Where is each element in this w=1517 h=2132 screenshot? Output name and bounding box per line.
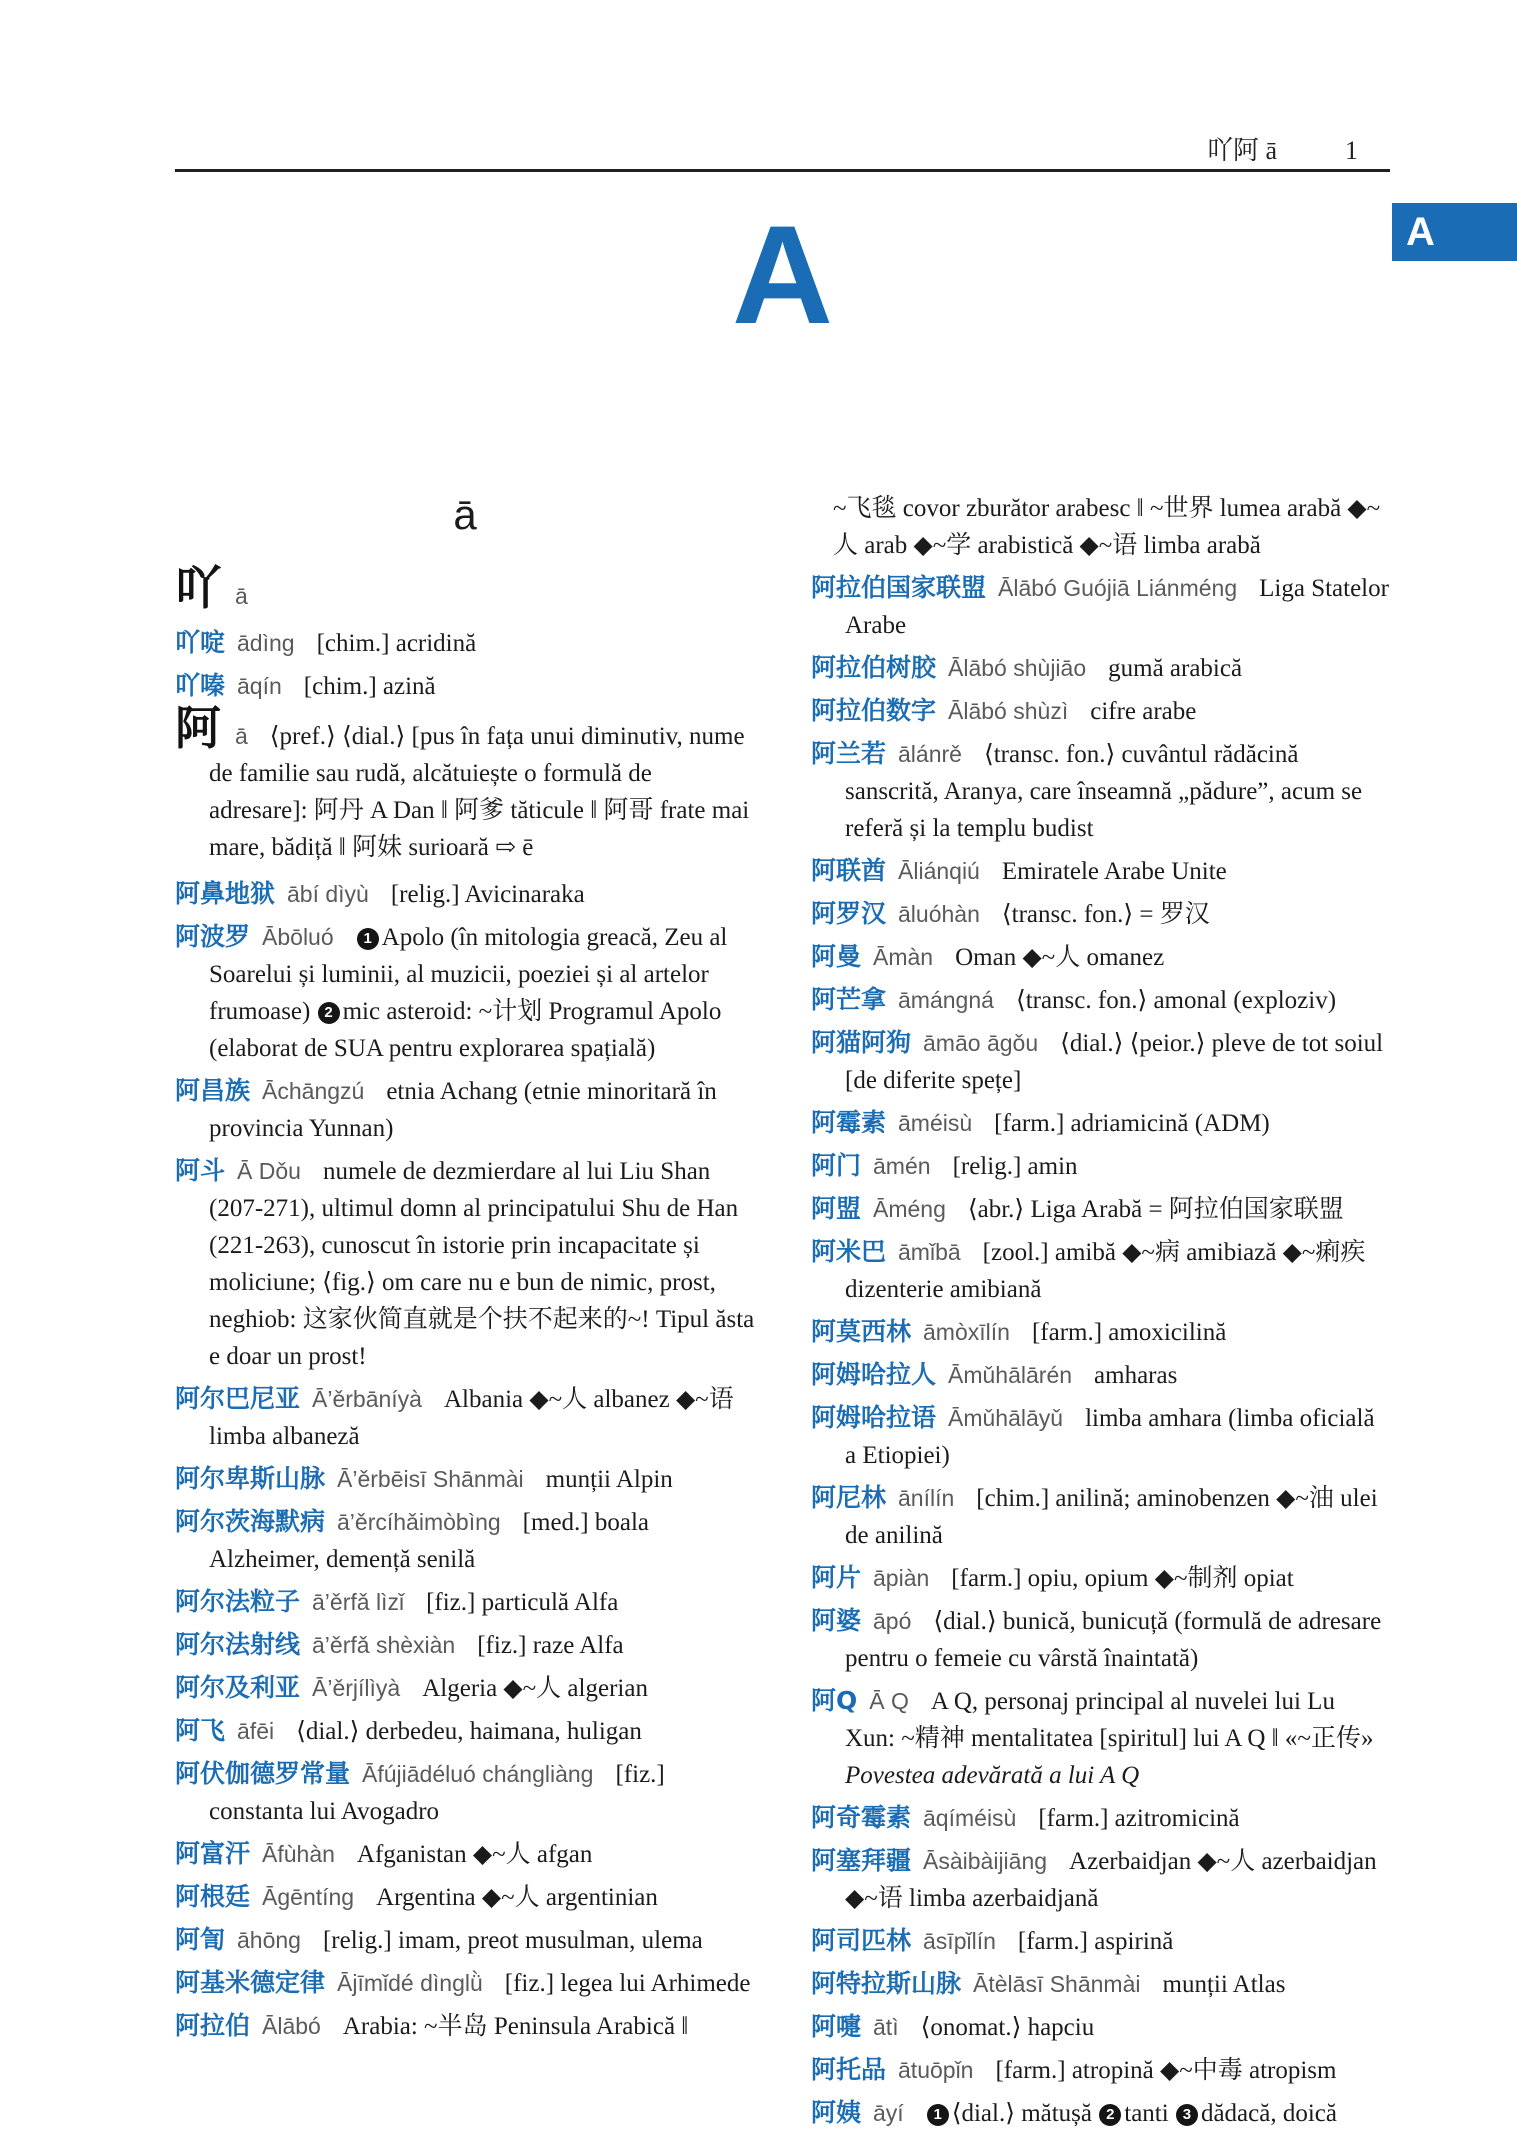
definition-text: [relig.] amin (952, 1153, 1078, 1180)
dictionary-entry (811, 1190, 1391, 1228)
dictionary-entry (175, 875, 755, 913)
headword-hanzi: 阿婆 (811, 1606, 862, 1635)
headword-hanzi: 阿芒拿 (811, 985, 887, 1014)
page-number: 1 (1345, 136, 1358, 165)
dictionary-entry (811, 692, 1391, 730)
dictionary-entry (175, 1712, 755, 1750)
running-head (1207, 130, 1358, 167)
definition-text: [farm.] atropină ◆~中毒 atropism (995, 2057, 1337, 2084)
definition-text: munții Alpin (545, 1466, 673, 1493)
dictionary-entry (175, 918, 755, 1067)
definition-text: [farm.] amoxicilină (1031, 1319, 1227, 1346)
headword-hanzi: 阿拉伯 (175, 2011, 251, 2040)
definition-text: Arabia: ~半岛 Peninsula Arabică ‖ (342, 2013, 689, 2040)
definition-text: etnia Achang (etnie minoritară în provincia Yunnan) (209, 1078, 717, 1142)
definition-text: ⟨transc. fon.⟩ amonal (exploziv) (1015, 987, 1337, 1014)
headword-hanzi: 阿富汗 (175, 1839, 251, 1868)
definition-text: [farm.] opiu, opium ◆~制剂 opiat (951, 1565, 1294, 1592)
headword-pinyin: āmāo āgǒu (923, 1030, 1039, 1056)
definition-text: [zool.] amibă ◆~病 amibiază ◆~痢疾 dizenterie amibiană (845, 1239, 1366, 1303)
headword-pinyin: ādìng (237, 630, 295, 656)
headword-hanzi: 阿托品 (811, 2055, 887, 2084)
headword-hanzi: 阿拉伯数字 (811, 696, 937, 725)
dictionary-entry (811, 1104, 1391, 1142)
tab-letter: A (1406, 209, 1435, 254)
dictionary-entry (811, 2008, 1391, 2046)
headword-hanzi: 阿姆哈拉人 (811, 1360, 937, 1389)
dictionary-entry (811, 1233, 1391, 1308)
dictionary-columns (175, 490, 1390, 2127)
headword-pinyin: āmén (873, 1153, 931, 1179)
dictionary-entry (175, 1835, 755, 1873)
dictionary-entry (175, 1669, 755, 1707)
dictionary-entry (811, 1842, 1391, 1917)
definition-italic: Povestea adevărată a lui A Q (845, 1762, 1140, 1789)
headword-pinyin: āpiàn (873, 1565, 930, 1591)
dictionary-entry (811, 1356, 1391, 1394)
headword-pinyin: ā’ěrfǎ shèxiàn (312, 1632, 456, 1658)
headword-pinyin: Ājīmǐdé dìnglǜ (337, 1970, 483, 1996)
headword-hanzi: 阿司匹林 (811, 1926, 912, 1955)
definition-text: gumă arabică (1108, 655, 1243, 682)
headword-pinyin: āmǐbā (898, 1239, 961, 1265)
headword-hanzi: 阿訇 (175, 1925, 226, 1954)
headword-pinyin: Āméng (873, 1196, 946, 1222)
dictionary-entry (811, 1559, 1391, 1597)
headword-hanzi: 阿尔法射线 (175, 1630, 301, 1659)
dictionary-entry (175, 2007, 755, 2045)
headword-pinyin: Āmǔhālārén (948, 1362, 1073, 1388)
definition-text: ⟨transc. fon.⟩ cuvântul rădăcină sanscrită, Aranya, care înseamnă „pădure”, acum se referă și la templu budist (845, 741, 1363, 842)
definition-text: A Q, personaj principal al nuvelei lui Lu Xun: ~精神 mentalitatea [spiritul] lui A Q ‖ «~正传» (845, 1688, 1374, 1752)
headword-hanzi: 阿尔茨海默病 (175, 1507, 326, 1536)
definition-text: [fiz.] constanta lui Avogadro (209, 1761, 665, 1825)
headword-hanzi: 阿奇霉素 (811, 1803, 912, 1832)
headword-hanzi: 阿尼林 (811, 1483, 887, 1512)
headword-pinyin: Ā’ěrjílìyà (312, 1675, 401, 1701)
headword-pinyin: Ā Q (869, 1688, 909, 1714)
headword-pinyin: Ālābó Guójiā Liánméng (998, 575, 1238, 601)
dictionary-entry (175, 667, 755, 705)
headword-hanzi: 阿盟 (811, 1194, 862, 1223)
headword-pinyin: āqín (237, 673, 282, 699)
dictionary-entry (175, 1921, 755, 1959)
letter-index-tab (1392, 203, 1517, 261)
headword-hanzi: 阿尔卑斯山脉 (175, 1464, 326, 1493)
definition-text: ⟨onomat.⟩ hapciu (920, 2014, 1095, 2041)
definition-text: cifre arabe (1090, 698, 1197, 725)
dictionary-entry (811, 735, 1391, 847)
headword-hanzi: 阿拉伯树胶 (811, 653, 937, 682)
headword-pinyin: ānílín (898, 1485, 955, 1511)
headword-hanzi: 阿昌族 (175, 1076, 251, 1105)
definition-text: ⟨dial.⟩ ⟨peior.⟩ pleve de tot soiul [de diferite spețe] (845, 1030, 1384, 1094)
header-rule (175, 169, 1390, 172)
headword-pinyin: āmángná (898, 987, 994, 1013)
definition-text: Apolo (în mitologia greacă, Zeu al Soarelui și luminii, al muzicii, poeziei și al artelor frumoase) (209, 924, 728, 1025)
headword-hanzi: 吖嗪 (175, 671, 226, 700)
dictionary-entry (175, 1503, 755, 1578)
section-letter: A (731, 196, 834, 353)
headword-hanzi: 阿联酋 (811, 856, 887, 885)
headword-hanzi: 阿曼 (811, 942, 862, 971)
definition-text: [chim.] anilină; aminobenzen ◆~油 ulei de anilină (845, 1485, 1378, 1549)
dictionary-entry (175, 1626, 755, 1664)
definition-text: [chim.] azină (303, 673, 436, 700)
sense-number: 2 (1099, 2104, 1121, 2126)
headword-hanzi: 阿波罗 (175, 922, 251, 951)
sense-number: 1 (357, 928, 379, 950)
headword-pinyin: Āfújiādéluó chángliàng (362, 1761, 594, 1787)
definition-text: Oman ◆~人 omanez (955, 944, 1165, 971)
dictionary-entry (811, 1602, 1391, 1677)
headword-hanzi: 阿塞拜疆 (811, 1846, 912, 1875)
headword-hanzi: 阿罗汉 (811, 899, 887, 928)
headword-hanzi: 阿尔法粒子 (175, 1587, 301, 1616)
definition-text: Argentina ◆~人 argentinian (376, 1884, 658, 1911)
headword-pinyin: Ā’ěrbēisī Shānmài (337, 1466, 524, 1492)
headword-hanzi: 阿米巴 (811, 1237, 887, 1266)
definition-text: ⟨dial.⟩ derbedeu, haimana, huligan (296, 1718, 642, 1745)
headword-pinyin: Ā Dǒu (237, 1158, 301, 1184)
dictionary-entry (175, 1964, 755, 2002)
definition-text: ⟨abr.⟩ Liga Arabă = 阿拉伯国家联盟 (967, 1196, 1344, 1223)
headword-pinyin: ālánrě (898, 741, 962, 767)
headword-pinyin: āpó (873, 1608, 912, 1634)
definition-text: Emiratele Arabe Unite (1001, 858, 1227, 885)
dictionary-entry (811, 2051, 1391, 2089)
definition-text: [relig.] Avicinaraka (390, 881, 585, 908)
definition-text: [chim.] acridină (316, 630, 477, 657)
headword-hanzi: 阿特拉斯山脉 (811, 1969, 962, 1998)
headword-pinyin: ā’ěrcíhǎimòbìng (337, 1509, 501, 1535)
headword-hanzi: 阿片 (811, 1563, 862, 1592)
dictionary-entry (811, 1479, 1391, 1554)
headword-hanzi: 阿嚏 (811, 2012, 862, 2041)
definition-text: [fiz.] legea lui Arhimede (504, 1970, 751, 1997)
definition-text: [fiz.] raze Alfa (477, 1632, 624, 1659)
headword-hanzi: 阿 (175, 701, 221, 755)
headword-hanzi: 阿伏伽德罗常量 (175, 1759, 351, 1788)
running-head-guide-words: 吖阿 ā (1206, 136, 1277, 165)
headword-pinyin: āfēi (237, 1718, 275, 1744)
section-pinyin-heading: ā (453, 491, 477, 538)
dictionary-entry (811, 938, 1391, 976)
definition-text: Azerbaidjan ◆~人 azerbaidjan ◆~语 limba azerbaidjană (845, 1848, 1377, 1912)
headword-pinyin: Āmǔhālāyǔ (948, 1405, 1064, 1431)
dictionary-entry (175, 1152, 755, 1375)
dictionary-entry (175, 1380, 755, 1455)
headword-pinyin: āmòxīlín (923, 1319, 1010, 1345)
definition-text: mic asteroid: ~计划 Programul Apolo (elaborat de SUA pentru explorarea spațială) (209, 998, 722, 1062)
headword-hanzi: 阿拉伯国家联盟 (811, 573, 987, 602)
dictionary-entry (175, 701, 755, 866)
definition-text: numele de dezmierdare al lui Liu Shan (207-271), ultimul domn al principatului Shu de Han (221-263), cunoscut în istorie prin incapacitate și moliciune; ⟨fig.⟩ om care nu e bun de nimic, prost, neghiob: 这家伙简直就是个扶不起来的~! Tipul ăsta e doar un prost! (209, 1158, 755, 1370)
dictionary-entry (175, 624, 755, 662)
definition-text: tanti (1124, 2100, 1175, 2127)
dictionary-entry (175, 1072, 755, 1147)
headword-pinyin: Āmàn (873, 944, 934, 970)
left-column (175, 490, 755, 2100)
definition-text: munții Atlas (1162, 1971, 1286, 1998)
dictionary-entry (175, 561, 755, 615)
headword-pinyin: Ātèlāsī Shānmài (973, 1971, 1141, 1997)
entry-continuation (811, 490, 1391, 564)
dictionary-entry (811, 895, 1391, 933)
definition-text: limba amhara (limba oficială a Etiopiei) (845, 1405, 1375, 1469)
headword-hanzi: 阿门 (811, 1151, 862, 1180)
dictionary-entry (811, 1399, 1391, 1474)
definition-text: ⟨dial.⟩ mătușă (951, 2100, 1099, 2127)
headword-pinyin: āméisù (898, 1110, 973, 1136)
page-body (175, 0, 1390, 2127)
headword-pinyin: āsīpǐlín (923, 1928, 996, 1954)
dictionary-entry (175, 1583, 755, 1621)
headword-hanzi: 阿姆哈拉语 (811, 1403, 937, 1432)
headword-pinyin: Āsàibàijiāng (923, 1848, 1048, 1874)
dictionary-entry (811, 1024, 1391, 1099)
headword-pinyin: ātì (873, 2014, 899, 2040)
headword-pinyin: āyí (873, 2100, 904, 2126)
dictionary-entry (811, 649, 1391, 687)
headword-hanzi: 阿鼻地狱 (175, 879, 276, 908)
dictionary-entry (811, 1922, 1391, 1960)
definition-text: [farm.] aspirină (1017, 1928, 1174, 1955)
headword-hanzi: 阿霉素 (811, 1108, 887, 1137)
sense-number: 1 (927, 2104, 949, 2126)
definition-text: ~飞毯 covor zburător arabesc ‖ ~世界 lumea arabă ◆~人 arab ◆~学 arabistică ◆~语 limba arabă (833, 495, 1381, 559)
headword-pinyin: Ā’ěrbāníyà (312, 1386, 422, 1412)
headword-pinyin: Ālābó shùjiāo (948, 655, 1087, 681)
definition-text: dădacă, doică (1200, 2100, 1337, 2127)
definition-text: ⟨transc. fon.⟩ = 罗汉 (1001, 901, 1210, 928)
definition-text: [med.] boala Alzheimer, demență senilă (209, 1509, 650, 1573)
headword-hanzi: 阿斗 (175, 1156, 226, 1185)
dictionary-entry (811, 1799, 1391, 1837)
sense-number: 2 (318, 1002, 340, 1024)
dictionary-entry (175, 1460, 755, 1498)
definition-text: [farm.] azitromicină (1038, 1805, 1240, 1832)
headword-pinyin: Āfùhàn (262, 1841, 335, 1867)
dictionary-entry (811, 1682, 1391, 1794)
definition-text: Algeria ◆~人 algerian (422, 1675, 648, 1702)
headword-pinyin: Āgēntíng (262, 1884, 355, 1910)
headword-hanzi: 阿莫西林 (811, 1317, 912, 1346)
headword-hanzi: 阿飞 (175, 1716, 226, 1745)
definition-text: amharas (1094, 1362, 1178, 1389)
dictionary-entry (811, 2094, 1391, 2132)
headword-hanzi: 阿根廷 (175, 1882, 251, 1911)
dictionary-entry (811, 1147, 1391, 1185)
headword-pinyin: ātuōpǐn (898, 2057, 974, 2083)
right-column (811, 490, 1391, 2127)
headword-pinyin: Āliánqiú (898, 858, 980, 884)
definition-text: Liga Statelor Arabe (845, 575, 1389, 639)
headword-pinyin: āluóhàn (898, 901, 980, 927)
headword-pinyin: ā’ěrfǎ lìzǐ (312, 1589, 405, 1615)
dictionary-entry (811, 981, 1391, 1019)
definition-text: [relig.] imam, preot musulman, ulema (322, 1927, 703, 1954)
headword-hanzi: 阿Q (811, 1686, 858, 1715)
headword-hanzi: 吖 (175, 561, 221, 615)
headword-pinyin: Ābōluó (262, 924, 334, 950)
dictionary-entry (175, 1755, 755, 1830)
definition-text: [fiz.] particulă Alfa (426, 1589, 619, 1616)
dictionary-entry (811, 1965, 1391, 2003)
headword-hanzi: 阿猫阿狗 (811, 1028, 912, 1057)
dictionary-entry (175, 1878, 755, 1916)
headword-hanzi: 阿兰若 (811, 739, 887, 768)
headword-pinyin: Ālābó (262, 2013, 321, 2039)
dictionary-entry (811, 852, 1391, 890)
headword-hanzi: 阿姨 (811, 2098, 862, 2127)
definition-text: ⟨pref.⟩ ⟨dial.⟩ [pus în fața unui diminutiv, nume de familie sau rudă, alcătuiește o formulă de adresare]: 阿丹 A Dan ‖ 阿爹 tăticule ‖ 阿哥 frate mai mare, bădiță ‖ 阿妹 surioară ⇨ ē (209, 723, 750, 861)
dictionary-entry (811, 1313, 1391, 1351)
headword-pinyin: ā (235, 583, 248, 609)
headword-hanzi: 阿基米德定律 (175, 1968, 326, 1997)
headword-hanzi: 阿尔及利亚 (175, 1673, 301, 1702)
headword-hanzi: 吖啶 (175, 628, 226, 657)
dictionary-entry (811, 569, 1391, 644)
headword-pinyin: Ālābó shùzì (948, 698, 1069, 724)
sense-number: 3 (1176, 2104, 1198, 2126)
definition-text: Albania ◆~人 albanez ◆~语 limba albaneză (209, 1386, 734, 1450)
headword-pinyin: ābí dìyù (287, 881, 369, 907)
headword-hanzi: 阿尔巴尼亚 (175, 1384, 301, 1413)
headword-pinyin: Āchāngzú (262, 1078, 365, 1104)
definition-text: ⟨dial.⟩ bunică, bunicuță (formulă de adresare pentru o femeie cu vârstă înaintată) (845, 1608, 1382, 1672)
headword-pinyin: ā (235, 723, 248, 749)
definition-text: Afganistan ◆~人 afgan (356, 1841, 593, 1868)
headword-pinyin: āqíméisù (923, 1805, 1017, 1831)
headword-pinyin: āhōng (237, 1927, 301, 1953)
definition-text: [farm.] adriamicină (ADM) (994, 1110, 1270, 1137)
